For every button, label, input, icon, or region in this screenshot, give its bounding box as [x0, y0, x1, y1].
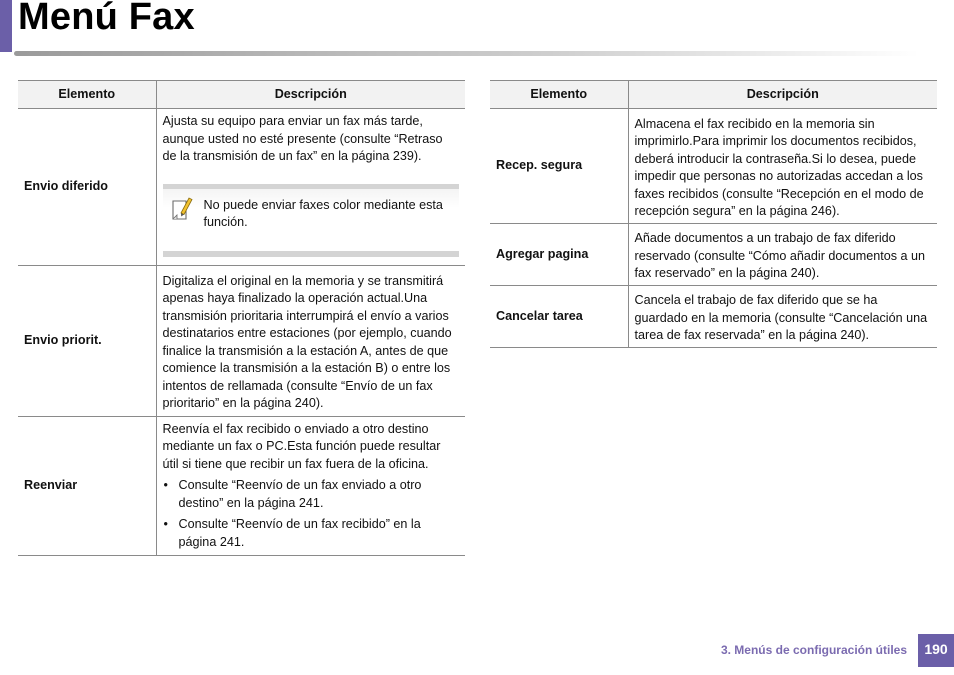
list-item: • Consulte “Reenvío de un fax enviado a otro destino” en la página 241. — [163, 478, 422, 510]
column-header-description: Descripción — [156, 81, 465, 109]
table-row — [490, 109, 937, 224]
list-item: • Consulte “Reenvío de un fax recibido” en la página 241. — [163, 517, 421, 549]
note-box — [163, 184, 460, 257]
note-pencil-icon — [171, 196, 193, 222]
row-label: Agregar pagina — [490, 224, 628, 286]
column-header-element: Elemento — [18, 81, 156, 109]
row-description-cell — [628, 224, 937, 286]
table-row — [490, 224, 937, 286]
row-description: Añade documentos a un trabajo de fax diferido reservado (consulte “Cómo añadir documentos a un fax reservado” en la página 240). — [634, 231, 926, 281]
list-item-text: Consulte “Reenvío de un fax recibido” en la página 241. — [178, 517, 421, 549]
accent-side-bar — [0, 0, 12, 52]
row-description: Digitaliza el original en la memoria y se transmitirá apenas haya finalizado la operación actual.Una transmisión prioritaria interrumpirá el envío a varios destinatarios entre estaciones (por ejemplo, cuando finalice la transmisión a la estación A, antes de que comience la transmisión a la estación B) o entre los intentos de rellamada (consulte “Envío de un fax prioritario” en la página 240). — [162, 273, 452, 410]
row-label: Envio priorit. — [18, 265, 156, 416]
row-label: Reenviar — [18, 416, 156, 556]
row-description-cell — [628, 109, 937, 224]
row-description: Almacena el fax recibido en la memoria sin imprimirlo.Para imprimir los documentos recibidos, deberá introducir la contraseña.Si lo desea, puede impedir que personas no autorizadas accedan a los faxes recibidos (consulte “Recepción en el modo de recepción segura” en la página 246). — [634, 116, 924, 218]
row-description: Reenvía el fax recibido o enviado a otro destino mediante un fax o PC.Esta función puede resultar útil si tiene que recibir un fax fuera de la oficina. — [162, 421, 441, 471]
row-description-cell — [156, 416, 465, 556]
bullet-list — [163, 477, 460, 551]
table-row — [18, 109, 465, 266]
table-header-row — [18, 81, 465, 109]
row-label: Envio diferido — [18, 109, 156, 266]
table-row — [490, 286, 937, 348]
footer-section-link[interactable]: 3. Menús de configuración útiles — [720, 643, 907, 657]
page-number-badge: 190 — [918, 634, 954, 667]
table-header-row — [490, 81, 937, 109]
title-divider — [14, 51, 919, 56]
row-description: Ajusta su equipo para enviar un fax más tarde, aunque usted no esté presente (consulte “Retraso de la transmisión de un fax” en la página 239). — [162, 114, 443, 163]
row-description-cell — [156, 265, 465, 416]
row-description-cell — [156, 109, 465, 266]
row-label: Recep. segura — [490, 109, 628, 224]
left-spec-table — [18, 80, 465, 556]
row-description-cell — [628, 286, 937, 348]
note-text: No puede enviar faxes color mediante esta función. — [203, 197, 443, 229]
list-item-text: Consulte “Reenvío de un fax enviado a otro destino” en la página 241. — [178, 478, 422, 510]
right-spec-table — [490, 80, 937, 348]
table-row — [18, 265, 465, 416]
row-label: Cancelar tarea — [490, 286, 628, 348]
column-header-element: Elemento — [490, 81, 628, 109]
row-description: Cancela el trabajo de fax diferido que se ha guardado en la memoria (consulte “Cancelación una tarea de fax reservada” en la página 240). — [634, 293, 928, 343]
page-title: Menú Fax — [18, 0, 195, 38]
column-header-description: Descripción — [628, 81, 937, 109]
table-row — [18, 416, 465, 556]
